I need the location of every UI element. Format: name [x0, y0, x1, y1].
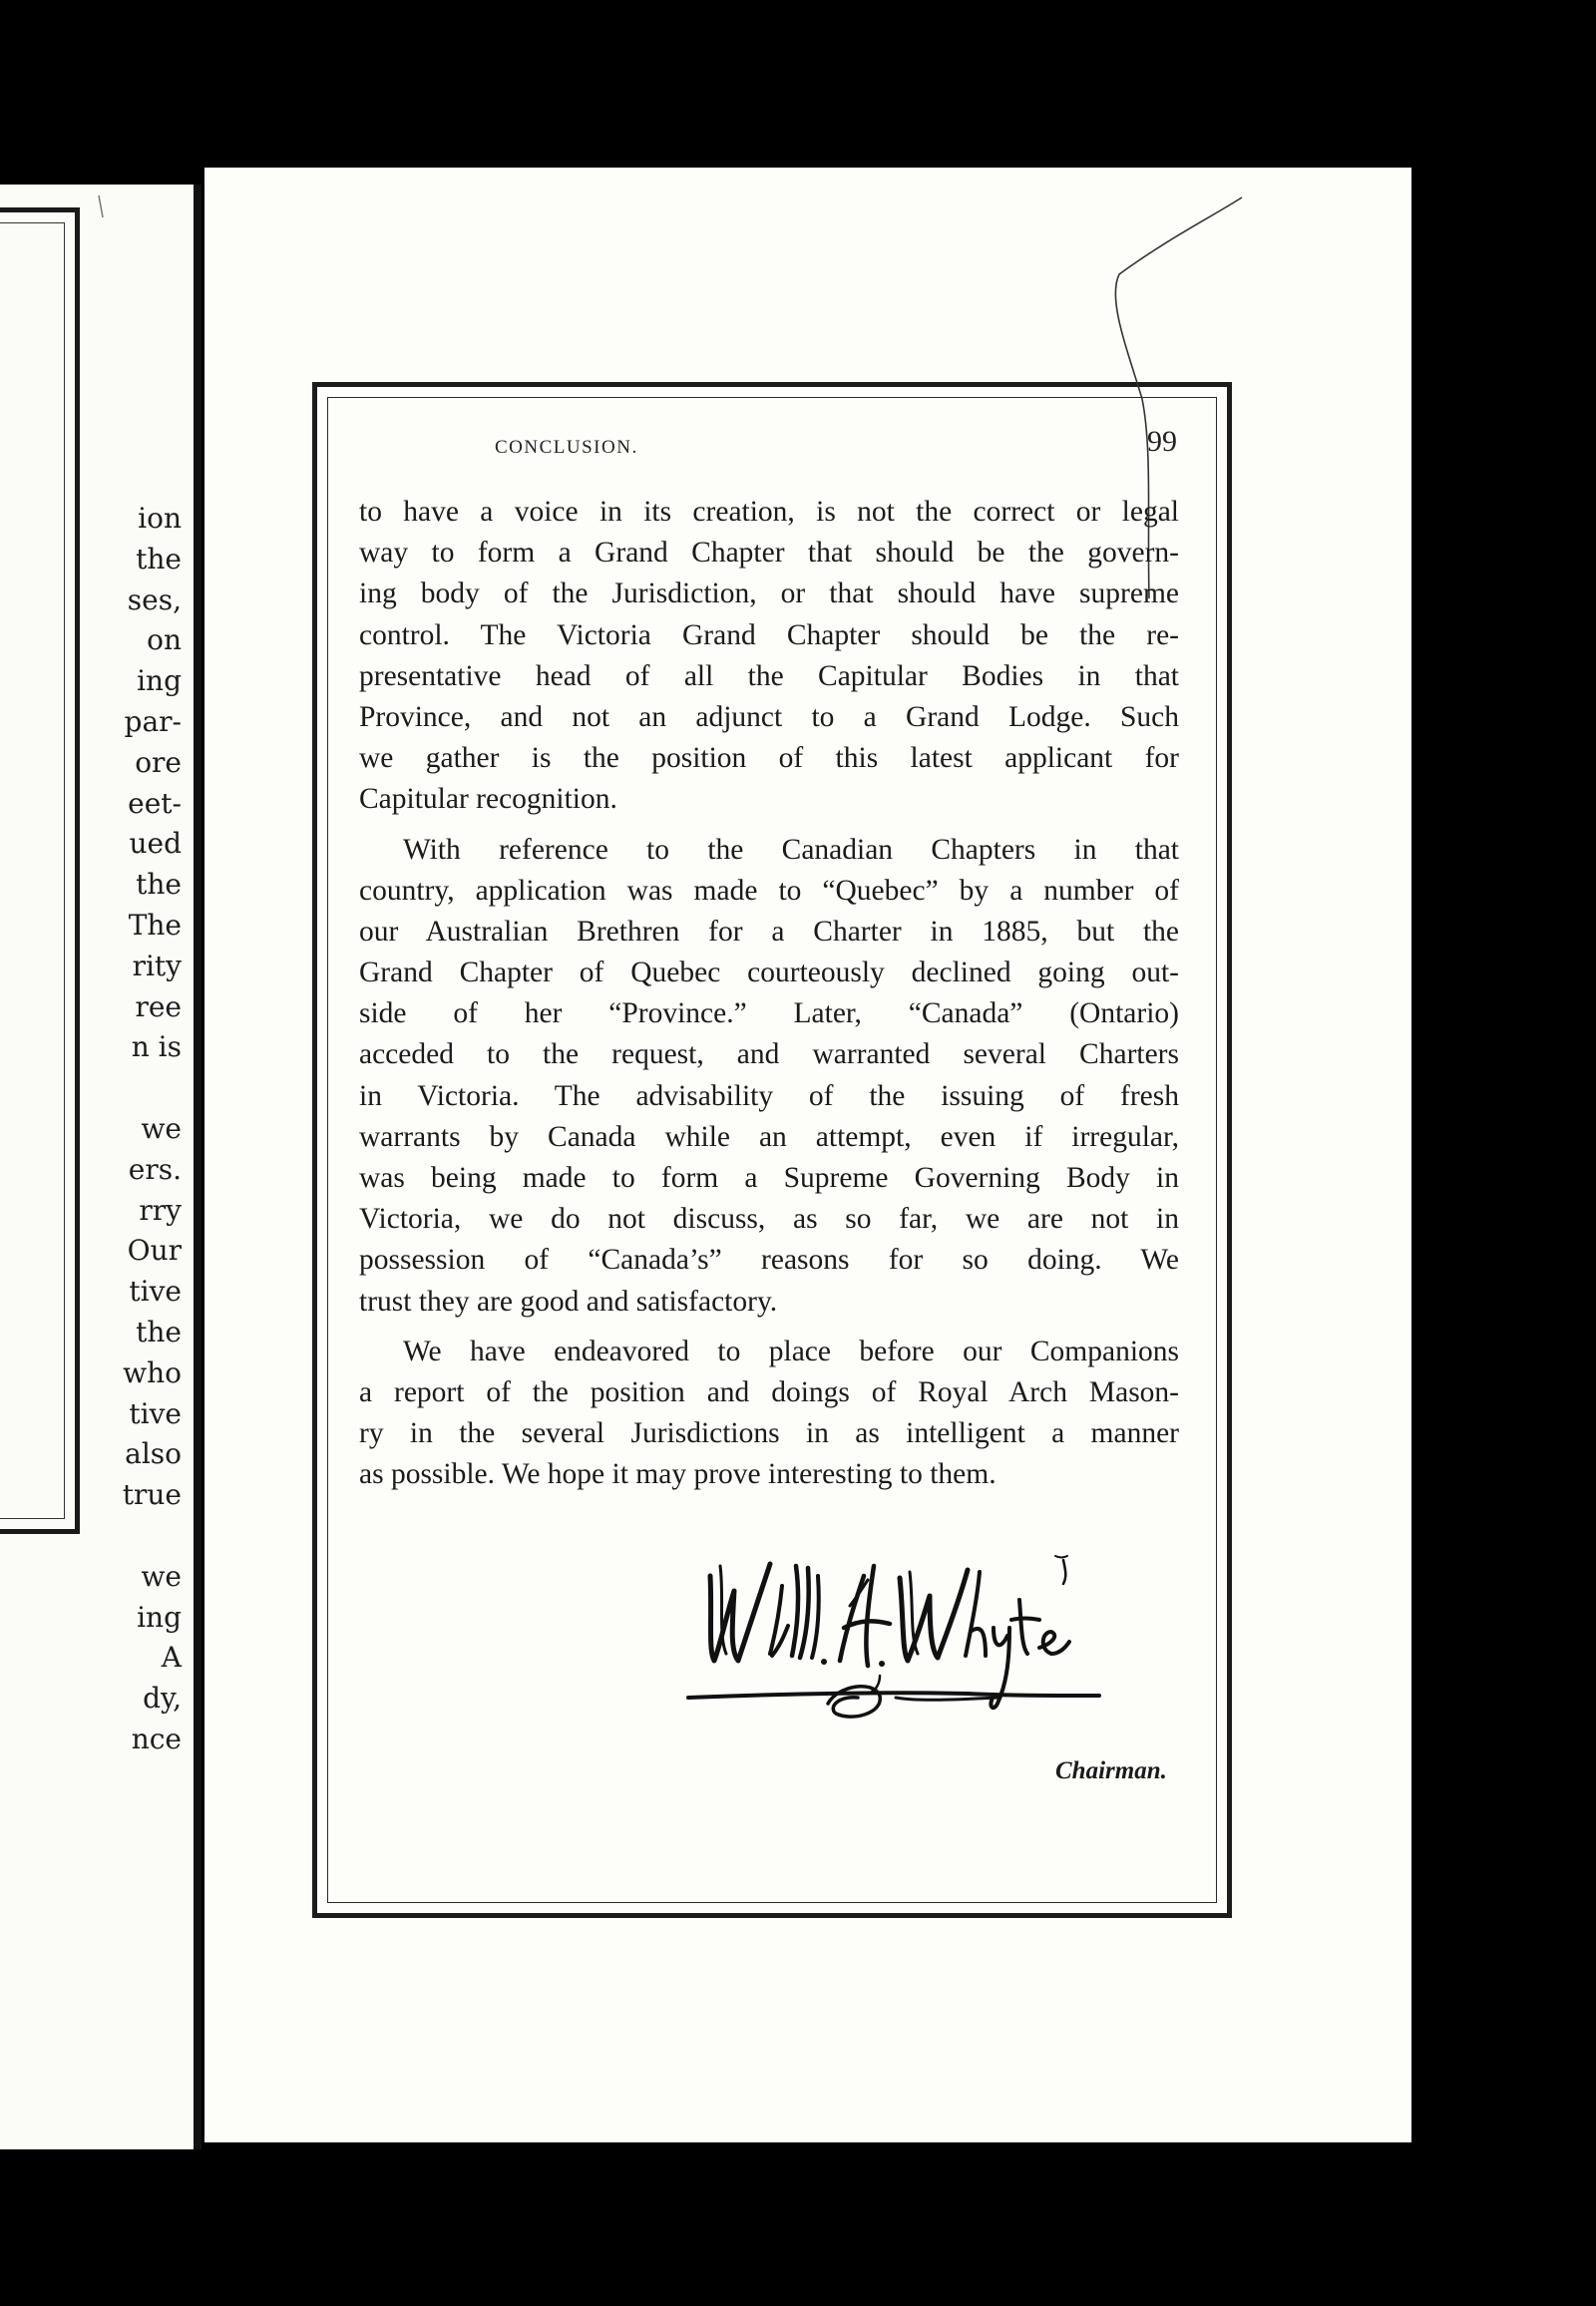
left-page-fragment: ers. [128, 1152, 182, 1186]
left-page-fragment: rry [139, 1193, 182, 1227]
text-line: possession of “Canada’s” reasons for so doing. We [359, 1244, 1179, 1277]
left-page-fragment: tive [129, 1396, 182, 1430]
left-page-fragment: tive [129, 1275, 182, 1309]
text-line: our Australian Brethren for a Charter in 1885, but the [359, 915, 1179, 948]
paragraph [359, 1332, 1179, 1496]
text-line: acceded to the request, and warranted several Charters [359, 1038, 1179, 1071]
text-line: Victoria, we do not discuss, as so far, we are not in [359, 1203, 1179, 1236]
left-page-fragment: we [141, 1559, 182, 1593]
text-line: We have endeavored to place before our Companions [403, 1335, 1179, 1367]
text-line: country, application was made to “Quebec” by a number of [359, 874, 1179, 907]
text-line: ing body of the Jurisdiction, or that should have supreme [359, 577, 1179, 610]
book-gutter [194, 185, 201, 2149]
left-page-fragment: also [125, 1437, 182, 1471]
text-line: With reference to the Canadian Chapters in that [403, 833, 1179, 866]
text-line: ry in the several Jurisdictions in as intelligent a manner [359, 1417, 1179, 1450]
left-page-fragment: Our [127, 1234, 182, 1268]
paragraph [359, 830, 1179, 1323]
handwritten-signature [668, 1536, 1117, 1745]
margin-tick-mark [95, 192, 115, 221]
left-page-fragment: ore [135, 745, 182, 779]
text-line: Grand Chapter of Quebec courteously declined going out- [359, 957, 1179, 989]
text-line: trust they are good and satisfactory. [359, 1285, 778, 1318]
left-page-fragment: the [136, 868, 182, 902]
text-line: presentative head of all the Capitular Bodies in that [359, 659, 1179, 692]
left-page-fragment: who [123, 1355, 182, 1389]
left-page-fragment: ued [129, 827, 182, 861]
text-line: control. The Victoria Grand Chapter should be the re- [359, 618, 1179, 651]
left-page-fragment: eet- [128, 786, 182, 820]
running-head: CONCLUSION. [495, 437, 638, 458]
left-page-fragment [22, 1516, 182, 1557]
left-page-fragment: the [136, 1315, 182, 1348]
left-page-fragment: ses, [127, 582, 182, 616]
left-page-fragment: ing [137, 1600, 182, 1634]
left-page-fragment: A [161, 1641, 182, 1675]
text-line: in Victoria. The advisability of the issuing of fresh [359, 1079, 1179, 1112]
text-line: way to form a Grand Chapter that should be the govern- [359, 537, 1179, 570]
left-page-fragment: on [147, 623, 182, 657]
left-page-fragment: The [128, 908, 182, 942]
text-line: we gather is the position of this latest applicant for [359, 742, 1179, 775]
text-line: a report of the position and doings of Royal Arch Mason- [359, 1375, 1179, 1408]
left-page-fragment: rity [132, 949, 182, 982]
page-number: 99 [1147, 425, 1177, 458]
text-line: as possible. We hope it may prove interesting to them. [359, 1458, 997, 1491]
text-line: side of her “Province.” Later, “Canada” (Ontario) [359, 997, 1179, 1030]
left-page-text-fragments [22, 499, 182, 1760]
left-page-fragment: ion [138, 502, 182, 535]
text-line: was being made to form a Supreme Governing Body in [359, 1162, 1179, 1194]
left-page-fragment: par- [124, 704, 182, 738]
left-page-fragment: ing [137, 664, 182, 698]
paragraph [359, 492, 1179, 821]
left-page-fragment: the [136, 542, 182, 576]
left-page-fragment [22, 1068, 182, 1109]
left-page-fragment: n is [131, 1030, 182, 1064]
signature-title: Chairman. [1055, 1757, 1167, 1784]
body-text [359, 492, 1179, 1496]
left-page-fragment: true [122, 1478, 182, 1512]
left-page-fragment: ree [135, 989, 182, 1023]
text-line: Capitular recognition. [359, 783, 617, 816]
text-line: warrants by Canada while an attempt, even if irregular, [359, 1120, 1179, 1153]
text-line: to have a voice in its creation, is not the correct or legal [359, 496, 1179, 528]
left-page-fragment: we [141, 1111, 182, 1145]
text-line: Province, and not an adjunct to a Grand Lodge. Such [359, 700, 1179, 733]
left-page-fragment: dy, [143, 1682, 182, 1716]
left-page-fragment: nce [131, 1722, 182, 1755]
